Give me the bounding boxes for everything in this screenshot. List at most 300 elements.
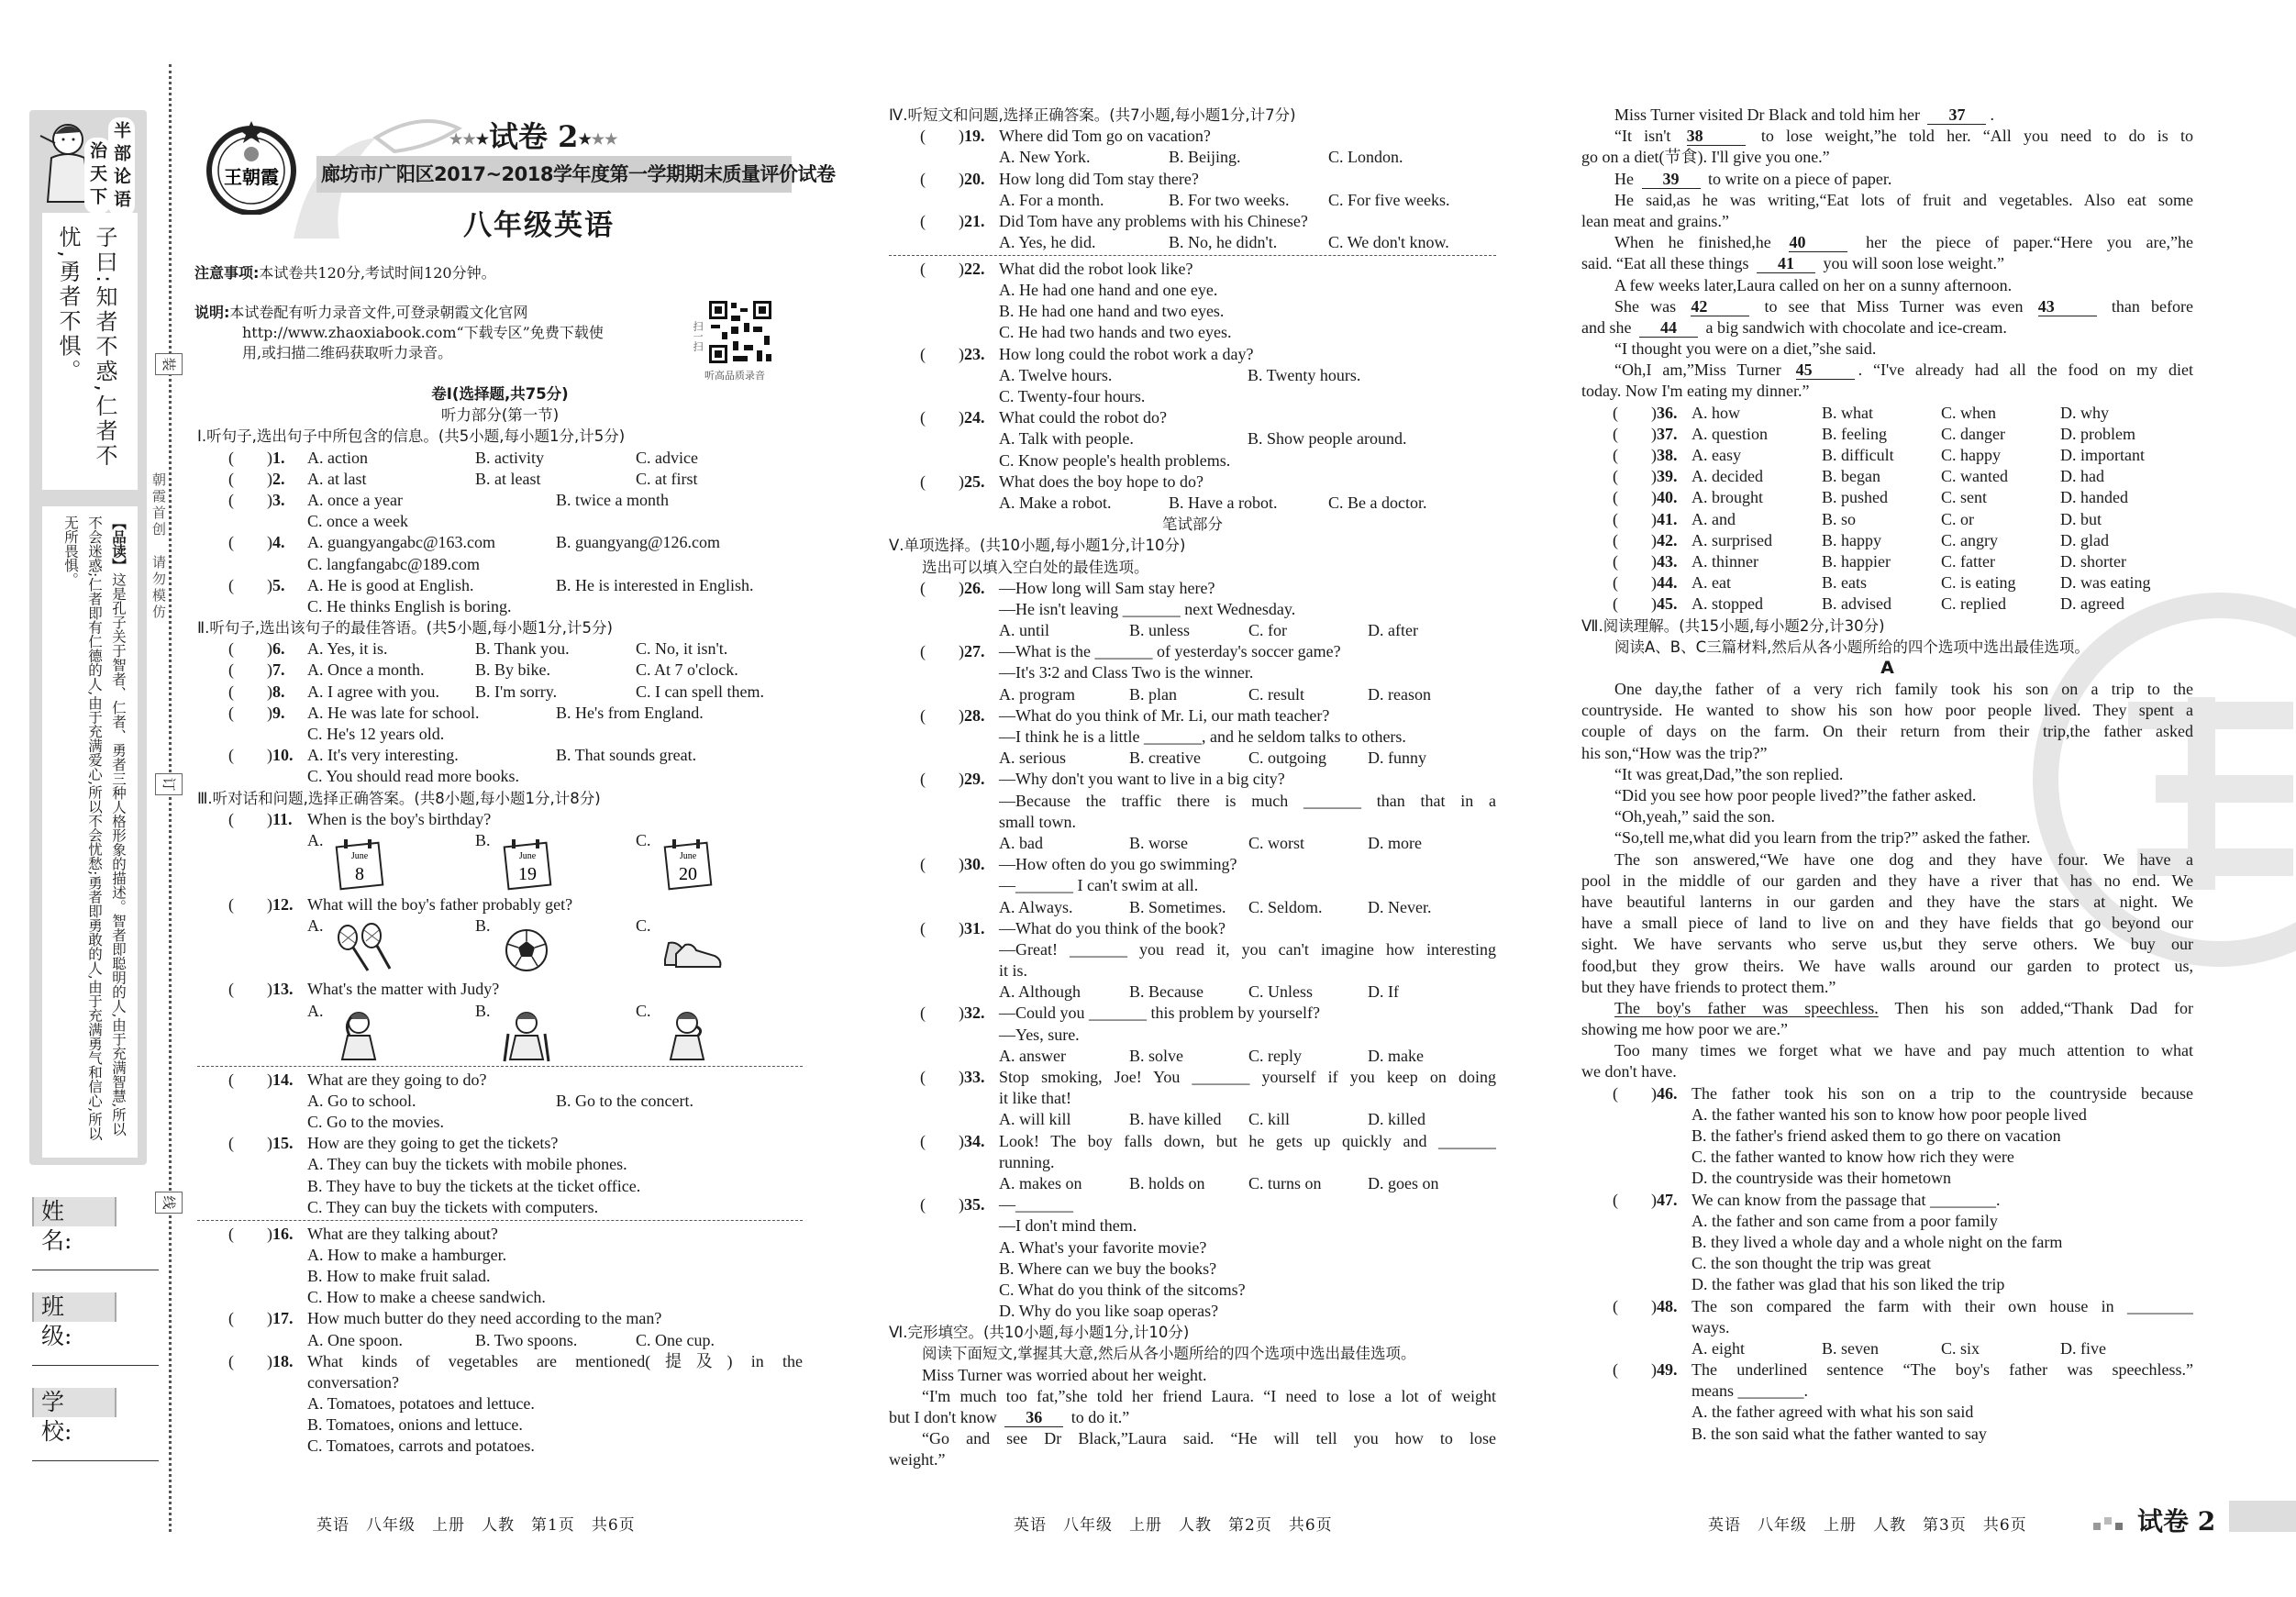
answer-bracket-close: ) <box>267 894 272 914</box>
answer-bracket-open: ( <box>1613 573 1618 593</box>
option-choice: A. at last <box>307 469 367 488</box>
question-number: 10. <box>272 746 294 765</box>
question-number: 43. <box>1657 551 1678 571</box>
option-choice: D. handed <box>2060 488 2128 507</box>
answer-bracket-open: ( <box>228 639 234 659</box>
option-choice: A. They can buy the tickets with mobile phones. <box>307 1155 627 1174</box>
question-number: 7. <box>272 660 285 680</box>
question-number: 41. <box>1657 509 1678 528</box>
answer-bracket-close: ) <box>1651 509 1657 528</box>
question-line <box>1581 551 2193 572</box>
answer-bracket-open: ( <box>228 703 234 722</box>
answer-bracket-close: ) <box>267 1070 272 1089</box>
text-segment: 卷Ⅰ(选择题,共75分) <box>431 385 569 403</box>
option-choice: B. Two spoons. <box>475 1330 578 1349</box>
option-choice: B. Have a robot. <box>1169 493 1278 512</box>
option-label: B. <box>475 1001 491 1020</box>
option-choice: A. the father and son came from a poor family <box>1691 1211 1998 1230</box>
option-choice: B. Because <box>1129 982 1203 1002</box>
option-line <box>889 450 1496 471</box>
text-segment: “I'm much too fat,”she told her friend Laura. “I need to lose a lot of weight <box>922 1386 1496 1405</box>
option-choice: A. Once a month. <box>307 660 425 680</box>
option-line <box>1581 1126 2193 1147</box>
paragraph-line <box>1581 764 2193 785</box>
question-line <box>1581 572 2193 593</box>
text-segment: What kinds of vegetables are mentioned(提及) in the <box>307 1351 803 1370</box>
option-choice: B. solve <box>1129 1046 1184 1065</box>
paragraph-line <box>1581 913 2193 934</box>
text-segment: “I thought you were on a diet,”she said. <box>1614 339 1877 359</box>
question-line <box>889 407 1496 428</box>
question-number: 45. <box>1657 594 1678 614</box>
question-stem <box>999 126 1496 147</box>
question-stem <box>999 1131 1496 1152</box>
class-field[interactable] <box>32 1365 159 1366</box>
paragraph-line <box>1581 338 2193 360</box>
option-line <box>197 1372 803 1393</box>
question-text <box>999 791 1496 812</box>
answer-bracket-close: ) <box>1651 446 1657 464</box>
answer-bracket-close: ) <box>267 639 272 659</box>
option-line <box>197 1393 803 1414</box>
option-choice: C. Tomatoes, carrots and potatoes. <box>307 1436 535 1456</box>
text-segment: 阅读下面短文,掌握其大意,然后从各小题所给的四个选项中选出最佳选项。 <box>922 1345 1416 1363</box>
text-segment: said. “Eat all these things <box>1581 254 1753 273</box>
qr-side-label: 扫一扫 <box>692 321 703 351</box>
question-number: 26. <box>964 578 985 597</box>
answer-bracket-close: ) <box>267 448 272 467</box>
option-line <box>197 1112 803 1133</box>
option-line <box>889 1109 1496 1130</box>
question-number: 42. <box>1657 530 1678 549</box>
question-number: 14. <box>272 1070 294 1089</box>
text-segment: pool in the middle of our garden and they have a river that has no end. We <box>1581 871 2193 890</box>
question-line <box>197 1308 803 1329</box>
option-choice: C. For five weeks. <box>1328 190 1450 209</box>
option-choice: B. For two weeks. <box>1169 190 1290 209</box>
answer-bracket-open: ( <box>1613 509 1618 528</box>
question-number: 30. <box>964 855 985 874</box>
option-choice: D. glad <box>2060 530 2109 549</box>
paragraph-line <box>889 1365 1496 1386</box>
answer-bracket-open: ( <box>228 1134 234 1153</box>
section-heading <box>889 1322 1496 1343</box>
answer-bracket-open: ( <box>1613 1190 1618 1209</box>
question-number: 48. <box>1657 1296 1678 1315</box>
paragraph-line <box>1581 892 2193 913</box>
text-segment: He <box>1614 169 1638 188</box>
option-line <box>889 726 1496 748</box>
question-number: 17. <box>272 1309 294 1328</box>
answer-bracket-open: ( <box>1613 551 1618 571</box>
answer-bracket-close: ) <box>1651 1190 1657 1209</box>
answer-bracket-open: ( <box>920 855 926 874</box>
paragraph-line <box>1581 679 2193 700</box>
paragraph-line <box>1581 232 2193 253</box>
answer-bracket-open: ( <box>920 918 926 937</box>
option-choice: C. What do you think of the sitcoms? <box>999 1280 1246 1299</box>
answer-bracket-open: ( <box>920 408 926 427</box>
option-line <box>889 493 1496 514</box>
option-line <box>197 1154 803 1175</box>
option-choice: C. Twenty-four hours. <box>999 387 1146 406</box>
question-number: 47. <box>1657 1190 1678 1209</box>
question-text <box>1691 1381 2193 1402</box>
option-choice: D. five <box>2060 1338 2106 1358</box>
text-segment: —Yes, sure. <box>999 1025 1080 1044</box>
option-choice: D. killed <box>1368 1110 1425 1129</box>
option-choice: D. the father was glad that his son liked the trip <box>1691 1275 2005 1294</box>
option-choice: C. Be a doctor. <box>1328 493 1427 512</box>
text-segment: we don't have. <box>1581 1062 1677 1081</box>
question-line <box>197 469 803 490</box>
question-line <box>889 1131 1496 1152</box>
question-line <box>1581 593 2193 615</box>
option-line <box>889 599 1496 620</box>
question-line <box>889 769 1496 790</box>
text-segment: sight. We have servants who serve us,but they serve others. We buy our <box>1581 935 2193 954</box>
option-choice: B. difficult <box>1822 446 1894 464</box>
text-segment: What's the matter with Judy? <box>307 980 500 999</box>
commentary-box <box>42 506 138 1158</box>
answer-bracket-close: ) <box>1651 551 1657 571</box>
section-heading <box>889 105 1496 126</box>
question-line <box>889 344 1496 365</box>
question-text <box>999 599 1496 620</box>
desc-line: http://www.zhaoxiabook.com“下载专区”免费下载使 <box>242 324 604 341</box>
question-line <box>1581 1296 2193 1317</box>
question-stem <box>307 1308 803 1329</box>
option-choice: C. danger <box>1941 424 2005 443</box>
option-choice: C. wanted <box>1941 467 2008 486</box>
section-heading <box>197 617 803 638</box>
question-line <box>197 1351 803 1372</box>
text-segment: go on a diet(节食). I'll give you one.” <box>1581 148 1830 167</box>
question-number: 28. <box>964 705 985 725</box>
option-line <box>889 280 1496 301</box>
text-segment: —I don't mind them. <box>999 1216 1137 1236</box>
question-line <box>889 259 1496 280</box>
option-line <box>889 833 1496 854</box>
option-choice: C. How to make a cheese sandwich. <box>307 1288 546 1307</box>
paragraph-line <box>1581 700 2193 721</box>
text-segment: He said,as he was writing,“Eat lots of fruit and vegetables. Also eat some <box>1614 190 2193 209</box>
text-segment: a big sandwich with chocolate and ice-cream. <box>1701 317 2007 337</box>
exam-title: 廊坊市广阳区2017~2018学年度第一学期期末质量评价试卷 <box>321 163 836 185</box>
text-segment: Miss Turner visited Dr Black and told him her <box>1614 105 1924 124</box>
option-choice: A. Talk with people. <box>999 429 1134 449</box>
answer-bracket-close: ) <box>1651 424 1657 443</box>
option-choice: A. Yes, he did. <box>999 233 1096 252</box>
paper-badge: 试卷 2 <box>2137 1506 2216 1536</box>
option-line <box>889 1025 1496 1046</box>
option-choice: B. Thank you. <box>475 639 570 659</box>
option-line <box>889 386 1496 407</box>
option-line <box>197 596 803 617</box>
option-line <box>1581 1274 2193 1295</box>
answer-bracket-close: ) <box>1651 467 1657 486</box>
commentary-label: 【品读】 <box>110 516 127 572</box>
qr-code[interactable] <box>707 299 773 365</box>
question-text <box>999 875 1496 896</box>
text-segment: weight.” <box>889 1450 946 1469</box>
text-segment: What are they going to do? <box>307 1070 487 1089</box>
option-line <box>197 724 803 745</box>
option-choice: B. Tomatoes, onions and lettuce. <box>307 1415 523 1435</box>
option-choice: A. I agree with you. <box>307 682 439 701</box>
answer-bracket-open: ( <box>920 1004 926 1023</box>
question-stem <box>307 1133 803 1154</box>
answer-bracket-open: ( <box>920 1195 926 1214</box>
option-label: C. <box>636 915 651 935</box>
option-choice: C. He's 12 years old. <box>307 725 445 743</box>
answer-bracket-open: ( <box>228 1224 234 1243</box>
text-segment: 选出可以填入空白处的最佳选项。 <box>922 558 1149 576</box>
option-line <box>1581 1211 2193 1232</box>
quote-line-2: 忧,勇者不惧。 <box>55 226 81 384</box>
text-segment: “It isn't <box>1614 127 1683 146</box>
cloze-blank: 43 <box>2038 297 2097 316</box>
option-choice: C. No, it isn't. <box>636 639 728 659</box>
option-choice: C. He had two hands and two eyes. <box>999 323 1232 342</box>
paragraph-line <box>1581 998 2193 1019</box>
text-segment: Then his son added,“Thank Dad for <box>1878 998 2193 1017</box>
question-text <box>999 726 1496 748</box>
answer-bracket-close: ) <box>959 1131 964 1150</box>
paragraph-line <box>1581 126 2193 147</box>
question-number: 39. <box>1657 467 1678 486</box>
option-choice: B. eats <box>1822 573 1867 593</box>
option-line <box>889 1046 1496 1067</box>
paragraph-line <box>889 1449 1496 1470</box>
option-line <box>889 1259 1496 1280</box>
question-number: 4. <box>272 533 285 552</box>
text-segment: you will soon lose weight.” <box>1818 254 2004 273</box>
question-number: 13. <box>272 980 294 999</box>
copyright-notice: 朝霞首创 请勿模仿 <box>150 472 167 621</box>
question-text <box>1691 1317 2193 1338</box>
question-stem <box>999 769 1496 790</box>
answer-bracket-close: ) <box>959 344 964 363</box>
answer-bracket-open: ( <box>228 980 234 999</box>
answer-bracket-open: ( <box>920 1131 926 1150</box>
text-segment: but I don't know <box>889 1408 1002 1427</box>
option-choice: A. until <box>999 621 1050 640</box>
option-choice: C. six <box>1941 1338 1980 1358</box>
answer-bracket-open: ( <box>1613 446 1618 464</box>
option-line <box>1581 1338 2193 1359</box>
option-choice: D. important <box>2060 446 2145 464</box>
answer-bracket-close: ) <box>267 575 272 594</box>
text-segment: to see that Miss Turner was even <box>1753 296 2035 316</box>
option-choice: B. seven <box>1822 1338 1879 1358</box>
text-segment: lean meat and grains.” <box>1581 211 1729 230</box>
text-segment: Did Tom have any problems with his Chinese? <box>999 211 1308 230</box>
option-choice: B. Where can we buy the books? <box>999 1259 1217 1278</box>
text-segment: countryside. He wanted to show his son how poor people lived. They spent a <box>1581 701 2193 720</box>
text-segment: Ⅰ.听句子,选出句子中所包含的信息。(共5小题,每小题1分,计5分) <box>197 427 626 446</box>
text-segment: “It was great,Dad,”the son replied. <box>1614 764 1844 783</box>
text-segment: The son answered,“We have one dog and they have four. We have a <box>1614 849 2193 869</box>
desc-label: 说明: <box>194 304 230 321</box>
option-choice: A. question <box>1691 424 1768 443</box>
text-segment: his son,“How was the trip?” <box>1581 743 1768 762</box>
option-choice: B. the father's friend asked them to go there on vacation <box>1691 1126 2061 1145</box>
text-segment: . <box>1990 105 1994 124</box>
option-choice: C. worst <box>1248 833 1305 852</box>
question-line <box>889 1003 1496 1024</box>
option-choice: A. thinner <box>1691 551 1758 571</box>
text-segment: “Go and see Dr Black,”Laura said. “He will tell you how to lose <box>922 1429 1496 1448</box>
answer-bracket-close: ) <box>959 578 964 597</box>
question-number: 6. <box>272 639 285 659</box>
text-segment: —What is the _______ of yesterday's soccer game? <box>999 642 1341 661</box>
page-2-column <box>889 105 1496 1471</box>
question-line <box>1581 466 2193 487</box>
question-text <box>999 662 1496 683</box>
question-number: 1. <box>272 448 285 467</box>
text-segment: —It's 3∶2 and Class Two is the winner. <box>999 663 1254 682</box>
question-stem <box>307 894 803 915</box>
text-segment: What will the boy's father probably get? <box>307 894 573 914</box>
answer-bracket-close: ) <box>267 490 272 509</box>
paragraph-line <box>889 557 1496 578</box>
option-choice: A. once a year <box>307 490 403 509</box>
option-line <box>197 511 803 532</box>
option-line <box>889 684 1496 705</box>
answer-bracket-open: ( <box>1613 403 1618 422</box>
option-choice: A. the father wanted his son to know how poor people lived <box>1691 1104 2087 1124</box>
question-line <box>1581 1083 2193 1104</box>
question-line <box>197 745 803 766</box>
option-choice: C. Go to the movies. <box>307 1113 444 1132</box>
paragraph-line <box>1581 1061 2193 1082</box>
option-choice: A. Make a robot. <box>999 493 1112 512</box>
answer-bracket-close: ) <box>959 408 964 427</box>
text-segment: How long could the robot work a day? <box>999 344 1254 363</box>
option-choice: C. Know people's health problems. <box>999 450 1231 470</box>
option-line <box>889 748 1496 769</box>
paragraph-line <box>1581 381 2193 402</box>
answer-bracket-close: ) <box>959 770 964 789</box>
option-choice: A. stopped <box>1691 594 1763 614</box>
question-line <box>1581 424 2193 445</box>
subject-title: 八年级英语 <box>463 209 615 242</box>
question-number: 32. <box>964 1004 985 1023</box>
option-choice: A. serious <box>999 749 1066 768</box>
option-choice: C. He thinks English is boring. <box>307 596 512 616</box>
option-choice: B. feeling <box>1822 424 1887 443</box>
calendar-month: June <box>350 850 369 861</box>
answer-bracket-close: ) <box>959 642 964 661</box>
answer-bracket-open: ( <box>228 746 234 765</box>
question-stem <box>999 407 1496 428</box>
option-choice: A. One spoon. <box>307 1330 403 1349</box>
paragraph-line <box>1581 827 2193 848</box>
option-choice: A. Although <box>999 982 1081 1002</box>
question-line <box>197 532 803 553</box>
option-choice: A. He is good at English. <box>307 575 474 594</box>
question-stem <box>1691 1296 2193 1317</box>
text-segment: How long did Tom stay there? <box>999 169 1199 188</box>
option-choice: B. unless <box>1129 621 1191 640</box>
text-segment: it like that! <box>999 1089 1071 1108</box>
question-stem <box>307 1351 803 1372</box>
option-choice: B. Twenty hours. <box>1248 365 1361 384</box>
paragraph-line <box>1581 785 2193 806</box>
option-line <box>1581 1424 2193 1445</box>
question-stem <box>307 809 803 830</box>
logo-text: 王朝霞 <box>224 166 279 188</box>
binding-dotted-line <box>169 64 172 1532</box>
text-segment: The underlined sentence “The boy's father was speechless.” <box>1691 1360 2193 1380</box>
paragraph-line <box>889 1407 1496 1428</box>
option-choice: A. Go to school. <box>307 1091 416 1110</box>
option-choice: A. action <box>307 448 368 467</box>
option-line <box>889 301 1496 322</box>
paragraph-line <box>1581 1019 2193 1040</box>
option-choice: A. bad <box>999 833 1043 852</box>
option-label: C. <box>636 1001 651 1020</box>
option-choice: B. I'm sorry. <box>475 682 558 701</box>
option-line <box>1581 1104 2193 1126</box>
answer-bracket-open: ( <box>1613 1360 1618 1380</box>
page-footer-2: 英语 八年级 上册 人教 第2页 共6页 <box>1014 1516 1333 1535</box>
answer-bracket-open: ( <box>1613 424 1618 443</box>
question-stem <box>307 1070 803 1091</box>
commentary-body: 这是孔子关于智者、仁者、勇者三种人格形象的描述。智者即聪明的人,由于充满智慧,所以不会迷惑;仁者即有仁德的人,由于充满爱心,所以不会忧愁;勇者即勇敢的人,由于充满勇气和信心,所以无所畏惧。 <box>62 516 127 1141</box>
answer-bracket-close: ) <box>267 703 272 722</box>
question-number: 40. <box>1657 488 1678 507</box>
text-segment: “So,tell me,what did you learn from the trip?” asked the father. <box>1614 828 2031 848</box>
text-segment: A few weeks later,Laura called on her on a sunny afternoon. <box>1614 275 2013 294</box>
text-segment: couple of days on the farm. On their return from their trip,the father asked <box>1581 722 2193 741</box>
option-choice: C. advice <box>636 448 698 467</box>
centered-heading <box>197 405 803 426</box>
calendar-icon <box>331 837 395 893</box>
answer-bracket-close: ) <box>267 1351 272 1370</box>
option-line <box>889 620 1496 641</box>
option-line <box>197 1436 803 1457</box>
text-segment: Ⅳ.听短文和问题,选择正确答案。(共7小题,每小题1分,计7分) <box>889 106 1296 124</box>
underlined-sentence: The boy's father was speechless. <box>1614 998 1879 1017</box>
text-segment: What are they talking about? <box>307 1224 498 1243</box>
question-number: 12. <box>272 894 294 914</box>
answer-bracket-close: ) <box>1651 1296 1657 1315</box>
question-stem <box>999 1194 1496 1215</box>
text-segment: 听力部分(第一节) <box>440 406 560 425</box>
school-field[interactable] <box>32 1460 159 1461</box>
option-choice: A. how <box>1691 403 1740 422</box>
text-segment: —How long will Sam stay here? <box>999 578 1215 597</box>
option-choice: D. was eating <box>2060 573 2151 593</box>
option-line <box>889 897 1496 918</box>
option-choice: D. problem <box>2060 424 2135 443</box>
text-segment: 笔试部分 <box>1162 516 1223 534</box>
text-segment: it is. <box>999 961 1028 981</box>
text-segment: have beautiful lanterns in our garden and they have the stars at night. We <box>1581 892 2193 911</box>
option-line <box>889 322 1496 343</box>
option-choice: B. twice a month <box>556 490 669 509</box>
page-footer-3: 英语 八年级 上册 人教 第3页 共6页 <box>1708 1516 2027 1535</box>
option-choice: B. He's from England. <box>556 703 704 722</box>
option-choice: A. brought <box>1691 488 1763 507</box>
qr-caption: 听高品质录音 <box>704 371 765 382</box>
question-stem <box>999 641 1496 662</box>
answer-bracket-open: ( <box>228 1070 234 1089</box>
option-choice: C. fatter <box>1941 551 1995 571</box>
option-choice: B. plan <box>1129 684 1177 704</box>
